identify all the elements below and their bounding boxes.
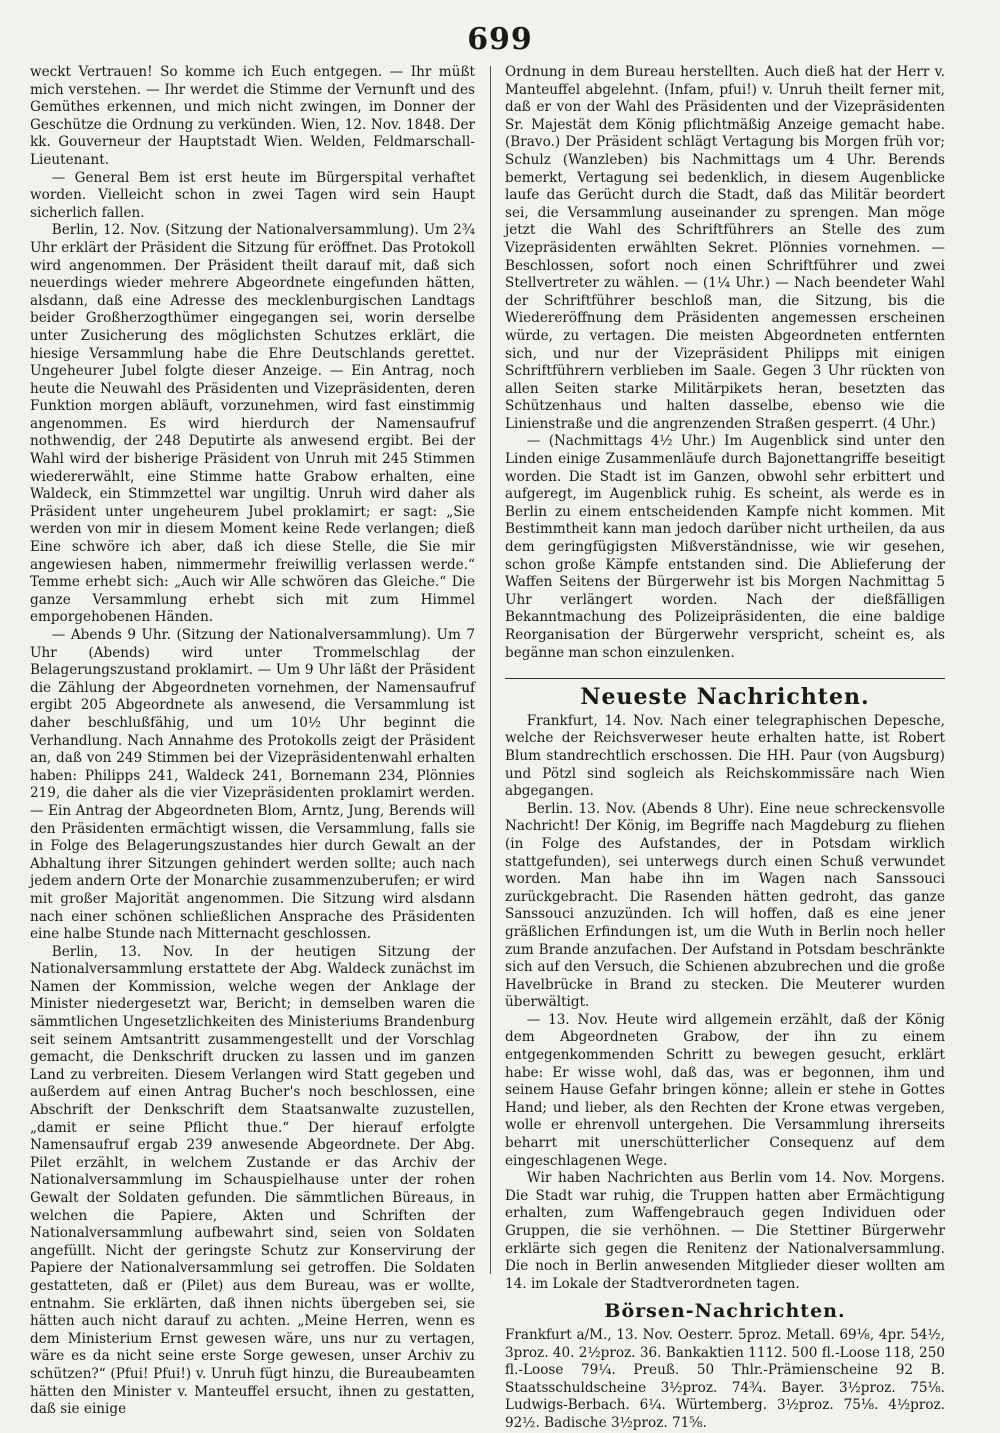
- article-paragraph: — Abends 9 Uhr. (Sitzung der Nationalversammlung). Um 7 Uhr (Abends) wird unter Trommelschlag der Belagerungszustand proklamirt. — Um 9 Uhr läßt der Präsident die Zählung der Abgeordneten vornehmen, der Namensaufruf ergibt 205 Abgeordnete als anwesend, die Versammlung ist daher beschlußfähig, und um 10½ Uhr beginnt die Verhandlung. Nach Annahme des Protokolls zeigt der Präsident an, daß von 249 Stimmen bei der Vizepräsidentenwahl erhalten haben: Philipps 241, Waldeck 241, Bornemann 234, Plönnies 219, die daher als die vier Vizepräsidenten proklamirt werden. — Ein Antrag der Abgeordneten Blom, Arntz, Jung, Berends will den Präsidenten ermächtigt wissen, die Versammlung, falls sie in Folge des Belagerungszustandes hier durch Gewalt an der Abhaltung ihrer Sitzungen gehindert werden sollte; auch nach jedem andern Orte der Monarchie zusammenzuberufen; er wird mit großer Majorität angenommen. Die Sitzung wird alsdann nach einer schönen schließlichen Ansprache des Präsidenten eine halbe Stunde nach Mitternacht geschlossen.: [30, 627, 475, 943]
- news-heading: Neueste Nachrichten.: [580, 684, 870, 711]
- news-paragraph: Wir haben Nachrichten aus Berlin vom 14. Nov. Morgens. Die Stadt war ruhig, die Truppen hatten aber Ermächtigung erhalten, zum Waffengebrauch gegen Individuen oder Gruppen, die sie verhöhnen. — Die Stettiner Bürgerwehr erklärte sich gegen die Renitenz der Nationalversammlung. Die noch in Berlin anwesenden Mitglieder dieser wollten am 14. im Lokale der Stadtverordneten tagen.: [505, 1170, 945, 1292]
- news-paragraph: — 13. Nov. Heute wird allgemein erzählt, daß der König dem Abgeordneten Grabow, der ihn zu einem entgegenkommenden Schritt zu bewegen gesucht, erklärt habe: Er wisse wohl, daß das, was er begonnen, ihm und seinem Hause Gefahr bringen könne; allein er stehe in Gottes Hand; und lieber, als den Rechten der Krone etwas vergeben, wolle er ehrenvoll untergehen. Die Versammlung ihrerseits beharrt mit unerschütterlicher Consequenz auf dem eingeschlagenen Wege.: [505, 1011, 945, 1169]
- article-paragraph: Ordnung in dem Bureau herstellten. Auch dieß hat der Herr v. Manteuffel abgelehnt. (Infam, pfui!) v. Unruh theilt ferner mit, daß er von der Wahl des Präsidenten und der Vizepräsidenten Sr. Majestät dem König pflichtmäßig Anzeige gemacht habe. (Bravo.) Der Präsident schlägt Vertagung bis Morgen früh vor; Schulz (Wanzleben) bis Nachmittags um 4 Uhr. Berends bemerkt, Vertagung sei bedenklich, in diesem Augenblicke laufe das Gerücht durch die Stadt, daß das Militär beordert sei, die Versammlung auseinander zu sprengen. Man möge jetzt die Wahl des Schriftführers an Stelle des zum Vizepräsidenten erwählten Sekret. Plönnies vornehmen. — Beschlossen, sofort noch einen Schriftführer und zwei Stellvertreter zu wählen. — (1¼ Uhr.) — Nach beendeter Wahl der Schriftführer beschloß man, die Sitzung, bis die Wiedereröffnung dem Präsidenten angemessen erscheinen würde, zu vertagen. Die meisten Abgeordneten entfernten sich, und nur der Vizepräsident Philipps mit einigen Schriftführern verblieben im Saale. Gegen 3 Uhr rückten von allen Seiten starke Militärpikets heran, besetzten das Schützenhaus und halten dasselbe, ebenso wie die Linienstraße und die angrenzenden Straßen gesperrt. (4 Uhr.): [505, 64, 945, 432]
- news-paragraph: Frankfurt, 14. Nov. Nach einer telegraphischen Depesche, welche der Reichsverweser heute erhalten hatte, ist Robert Blum standrechtlich erschossen. Die HH. Paur (von Augsburg) und Pötzl sind sogleich als Reichskommissäre nach Wien abgegangen.: [505, 712, 945, 800]
- article-paragraph: Berlin, 12. Nov. (Sitzung der Nationalversammlung). Um 2¾ Uhr erklärt der Präsident die Sitzung für eröffnet. Das Protokoll wird angenommen. Der Präsident theilt darauf mit, daß sich neuerdings wieder mehrere Abgeordnete eingefunden hätten, alsdann, daß eine Adresse des mecklenburgischen Landtags beider Großherzogthümer eingegangen sei, worin derselbe unter Zusicherung des möglichsten Schutzes erklärt, die hiesige Versammlung habe die Ehre Deutschlands gerettet. Ungeheurer Jubel folgte dieser Anzeige. — Ein Antrag, noch heute die Neuwahl des Präsidenten und Vizepräsidenten, deren Funktion morgen abläuft, vorzunehmen, wird fast einstimmig angenommen. Es wird hierdurch der Namensaufruf nothwendig, der 248 Deputirte als anwesend ergibt. Bei der Wahl wird der bisherige Präsident von Unruh mit 245 Stimmen wiedererwählt, eine Stimme hatte Grabow erhalten, eine Waldeck, ein Stimmzettel war ungiltig. Unruh wird daher als Präsident unter ungeheurem Jubel proklamirt; er sagt: „Sie werden von mir in diesem Moment keine Rede verlangen; dieß Eine schwöre ich aber, daß ich diese Stelle, die Sie mir angewiesen haben, nimmermehr freiwillig verlassen werde.“ Temme erhebt sich: „Auch wir Alle schwören das Gleiche.“ Die ganze Versammlung erhebt sich mit zum Himmel emporgehobenen Händen.: [30, 222, 475, 626]
- right-column: [505, 64, 945, 1431]
- column-divider: [490, 66, 491, 1274]
- news-paragraph: Berlin. 13. Nov. (Abends 8 Uhr). Eine neue schreckensvolle Nachricht! Der König, im Begriffe nach Magdeburg zu fliehen (in Folge des Aufstandes, der in Potsdam wirklich stattgefunden), sei unterwegs durch einen Schuß verwundet worden. Man habe ihn im Wagen nach Sanssouci zurückgebracht. Die Rasenden hätten gedroht, das ganze Sanssouci anzuzünden. Ich will hoffen, daß es eine jener gräßlichen Erfindungen ist, um die Wuth in Berlin noch heller zum Brande anzufachen. Der Aufstand in Potsdam beschränkte sich auf den Versuch, die Schienen abzubrechen und die große Havelbrücke in Brand zu stecken. Die Meuterer wurden überwältigt.: [505, 800, 945, 1011]
- bourse-section: [505, 1300, 945, 1432]
- bourse-text: Frankfurt a/M., 13. Nov. Oesterr. 5proz. Metall. 69⅛, 4pr. 54½, 3proz. 40. 2½proz. 36. Bankaktien 1112. 500 fl.-Loose 118, 250 fl.-Loose 79¼. Preuß. 50 Thlr.-Prämienscheine 92 B. Staatsschuldscheine 3½proz. 74¾. Bayer. 3½proz. 75⅛. Ludwigs-Berbach. 6¼. Würtemberg. 3½proz. 75⅛. 4½proz. 92½. Badische 3½proz. 71⅝.: [505, 1326, 945, 1431]
- article-paragraph: Berlin, 13. Nov. In der heutigen Sitzung der Nationalversammlung erstattete der Abg. Waldeck zunächst im Namen der Kommission, welche wegen der Anklage der Minister niedergesetzt war, Bericht; in demselben waren die sämmtlichen Ungesetzlichkeiten des Ministeriums Brandenburg seit seinem Amtsantritt zusammengestellt und der Vorschlag gemacht, die Denkschrift drucken zu lassen und im ganzen Land zu verbreiten. Diesem Verlangen wird Statt gegeben und außerdem auf einen Antrag Bucher's noch beschlossen, eine Abschrift der Denkschrift dem Staatsanwalte zuzustellen, „damit er seine Pflicht thue.“ Der hierauf erfolgte Namensaufruf ergab 239 anwesende Abgeordnete. Der Abg. Pilet erzählt, in welchem Zustande er das Archiv der Nationalversammlung im Schauspielhause unter der rohen Gewalt der Soldaten gefunden. Die sämmtlichen Büreaus, in welchen die Papiere, Akten und Schriften der Nationalversammlung aufbewahrt sind, seien von Soldaten angefüllt. Nicht der geringste Schutz zur Konservirung der Papiere der Nationalversammlung sei getroffen. Die Soldaten gestatteten, daß er (Pilet) aus dem Bureau, was er wollte, entnahm. Sie erklärten, daß ihnen nichts übergeben sei, sie hätten auch nicht darauf zu achten. „Meine Herren, wenn es dem Ministerium Ernst gewesen wäre, uns nur zu vertagen, wäre es da nicht seine erste Sorge gewesen, unser Archiv zu schützen?“ (Pfui! Pfui!) v. Unruh fügt hinzu, die Bureaubeamten hätten den Minister v. Manteuffel ersucht, ihnen zu gestatten, daß sie einige: [30, 943, 475, 1418]
- left-column: [30, 64, 475, 1418]
- page-number: 699: [467, 22, 533, 57]
- section-divider: [505, 678, 945, 679]
- article-paragraph: — (Nachmittags 4½ Uhr.) Im Augenblick sind unter den Linden einige Zusammenläufe durch Bajonettangriffe beseitigt worden. Die Stadt ist im Ganzen, obwohl sehr erbittert und aufgeregt, im Augenblick ruhig. Es scheint, als werde es in Berlin zu einem entscheidenden Kampfe nicht kommen. Mit Bestimmtheit kann man jedoch darüber nicht urtheilen, da aus dem geringfügigsten Mißverständnisse, wie wir gesehen, schon große Kämpfe entstanden sind. Die Ablieferung der Waffen Seitens der Bürgerwehr ist bis Morgen Nachmittag 5 Uhr verlängert worden. Nach der dießfälligen Bekanntmachung des Polizeipräsidenten, die eine baldige Reorganisation der Bürgerwehr verspricht, scheint es, als begänne man schon einzulenken.: [505, 433, 945, 661]
- bourse-heading: Börsen-Nachrichten.: [604, 1300, 846, 1323]
- article-paragraph: — General Bem ist erst heute im Bürgerspital verhaftet worden. Vielleicht schon in zwei Tagen wird sein Haupt sicherlich fallen.: [30, 169, 475, 221]
- article-paragraph: weckt Vertrauen! So komme ich Euch entgegen. — Ihr müßt mich verstehen. — Ihr werdet die Stimme der Vernunft und des Gemüthes erkennen, und mich nicht zwingen, im Donner der Geschütze die Ordnung zu verkünden. Wien, 12. Nov. 1848. Der kk. Gouverneur der Hauptstadt Wien. Welden, Feldmarschall-Lieutenant.: [30, 64, 475, 168]
